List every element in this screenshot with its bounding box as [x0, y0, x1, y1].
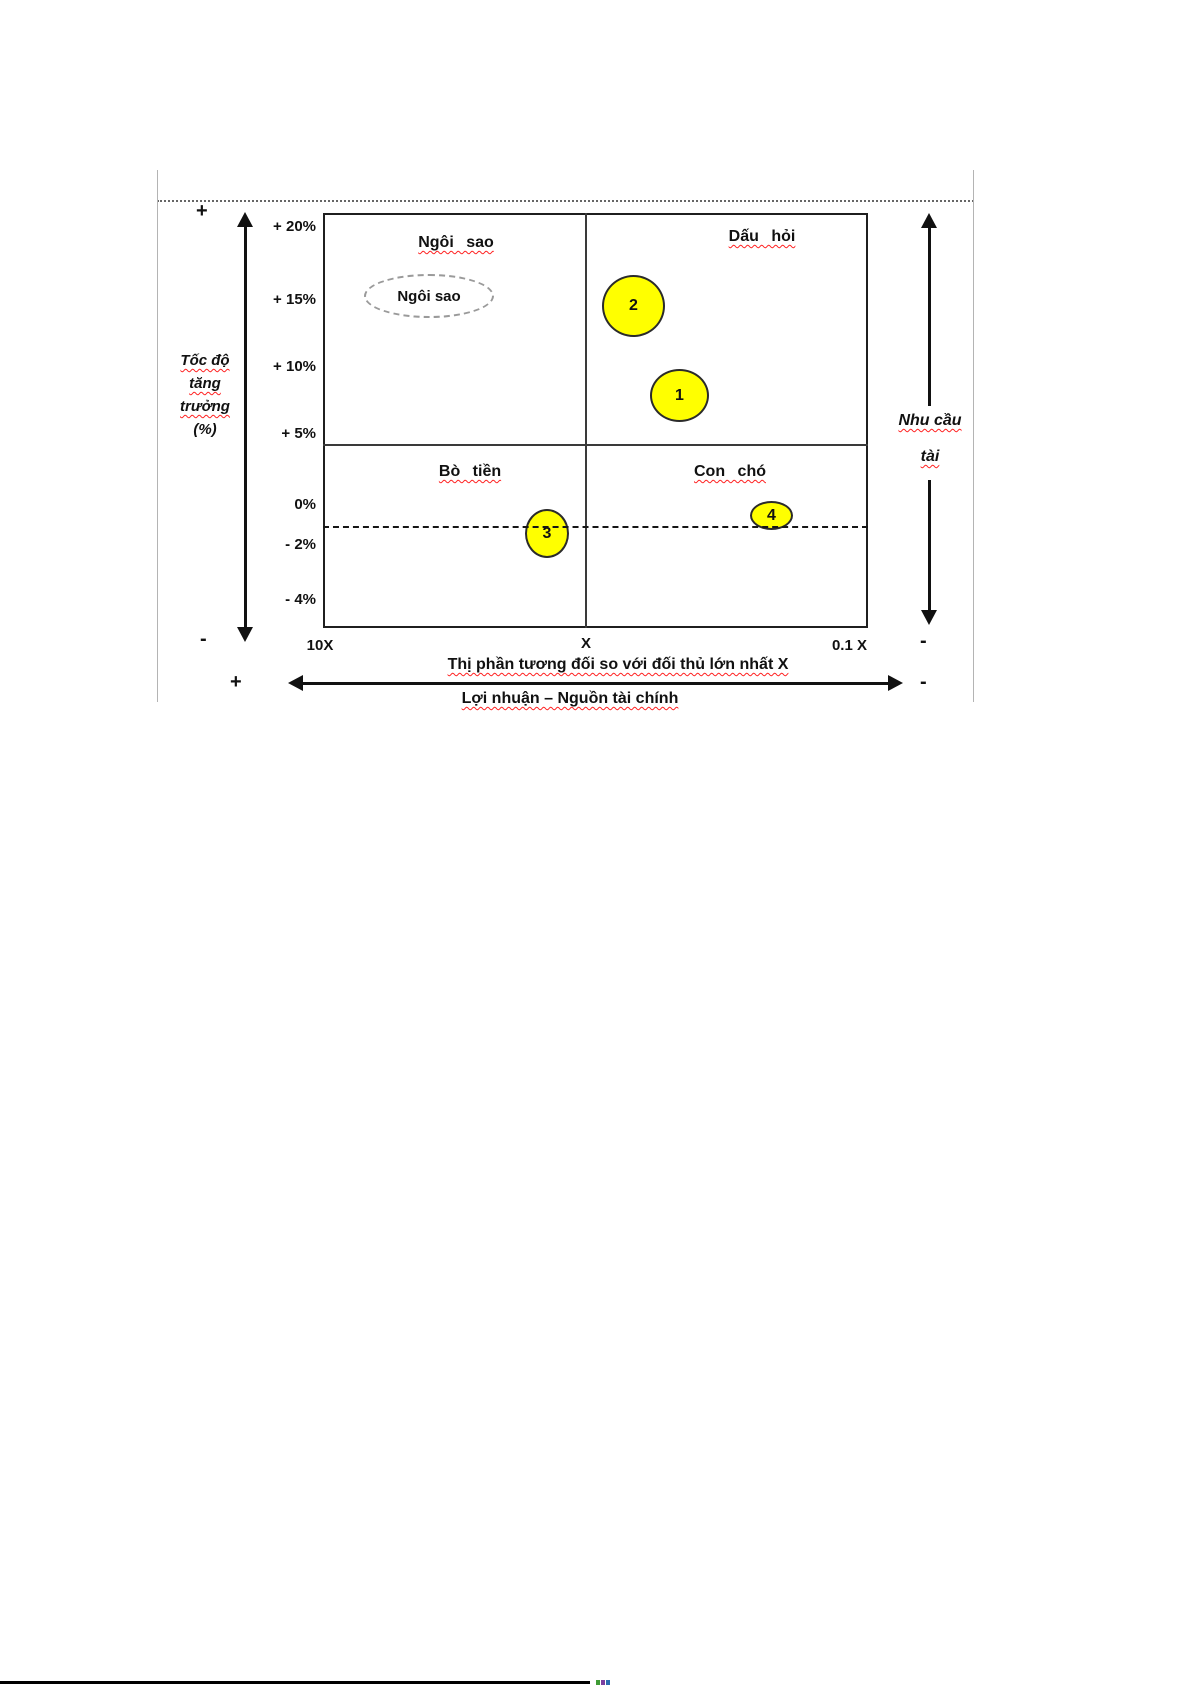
y-tick-zero: 0% — [294, 496, 316, 513]
growth-axis-minus-sign: - — [200, 628, 207, 650]
x-tick-01x: 0.1 X — [831, 637, 867, 654]
y-tick-plus20: + 20% — [273, 218, 316, 235]
y-tick-minus4: - 4% — [285, 591, 316, 608]
y-axis-label-line2: tăng — [189, 375, 221, 392]
footer-speck-icon — [601, 1680, 605, 1685]
need-axis-arrowhead-down-icon — [921, 610, 937, 625]
need-axis-upper-shaft — [928, 226, 931, 406]
need-axis-label-line1: Nhu cầu — [898, 412, 962, 429]
need-axis-minus-sign: - — [920, 630, 927, 652]
y-tick-minus2: - 2% — [285, 536, 316, 553]
bubble-4: 4 — [750, 501, 793, 530]
profit-axis-title: Lợi nhuận – Nguồn tài chính — [461, 690, 679, 707]
bubble-3: 3 — [525, 509, 569, 558]
growth-axis-plus-sign: + — [196, 200, 208, 222]
zero-growth-dashed-line — [323, 526, 868, 528]
page-left-border — [157, 170, 158, 702]
bubble-2: 2 — [602, 275, 665, 337]
star-dashed-ellipse — [364, 274, 494, 318]
y-axis-label-line3: trưởng — [180, 398, 230, 415]
quadrant-title-cash-cow: Bò tiền — [438, 463, 502, 480]
quadrant-title-dog: Con chó — [694, 463, 766, 480]
x-tick-x: X — [580, 635, 591, 652]
page-top-dotted-border — [157, 200, 974, 202]
quadrant-title-star: Ngôi sao — [418, 234, 494, 251]
profit-axis-arrowhead-right-icon — [888, 675, 903, 691]
profit-axis-shaft — [301, 682, 890, 685]
y-tick-plus10: + 10% — [273, 358, 316, 375]
quadrant-title-question-mark: Dấu hỏi — [728, 228, 796, 245]
need-axis-lower-shaft — [928, 480, 931, 611]
footer-speck-icon — [596, 1680, 600, 1685]
x-axis-title: Thị phần tương đối so với đối thủ lớn nhất X — [447, 656, 789, 673]
y-axis-label — [166, 349, 244, 441]
profit-axis-plus-sign: + — [230, 671, 242, 693]
y-tick-plus15: + 15% — [273, 291, 316, 308]
growth-axis-shaft — [244, 225, 247, 629]
star-dashed-ellipse-label: Ngôi sao — [397, 287, 461, 305]
growth-axis-arrowhead-down-icon — [237, 627, 253, 642]
need-axis-label-line2: tài — [920, 448, 940, 465]
y-axis-label-line1: Tốc độ — [180, 352, 230, 369]
matrix-horizontal-divider — [323, 444, 868, 446]
footer-speck-icon — [606, 1680, 610, 1685]
matrix-vertical-divider — [585, 213, 587, 628]
page-right-border — [973, 170, 974, 702]
profit-axis-minus-sign: - — [920, 671, 927, 693]
y-tick-plus5: + 5% — [281, 425, 316, 442]
footer-rule-line — [0, 1681, 590, 1684]
x-tick-10x: 10X — [306, 637, 334, 654]
y-axis-label-line4: (%) — [193, 421, 217, 438]
bubble-1: 1 — [650, 369, 709, 422]
